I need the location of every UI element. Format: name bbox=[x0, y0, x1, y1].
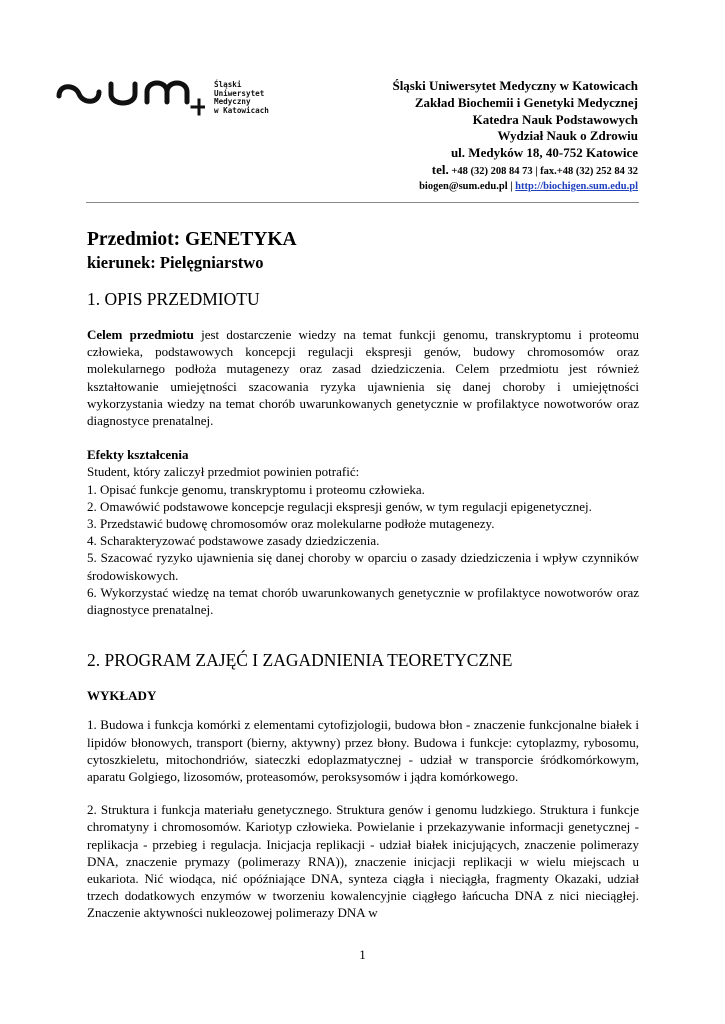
header-chair: Katedra Nauk Podstawowych bbox=[472, 111, 638, 127]
outcome-item: 3. Przedstawić budowę chromosomów oraz molekularne podłoże mutagenezy. bbox=[87, 516, 495, 532]
institution-header bbox=[278, 78, 638, 194]
logo-name-line: Medyczny bbox=[214, 97, 251, 107]
outcome-item: 4. Scharakteryzować podstawowe zasady dziedziczenia. bbox=[87, 533, 380, 549]
logo-name-line: Uniwersytet bbox=[214, 88, 265, 98]
logo-name-line: Śląski bbox=[214, 80, 242, 89]
outcomes-intro: Student, który zaliczył przedmiot powinien potrafić: bbox=[87, 464, 360, 480]
lecture-1-paragraph: 1. Budowa i funkcja komórki z elementami cytofizjologii, budowa błon - znaczenie funkcjonalne białek i lipidów błonowych, transport (bierny, aktywny) przez błony. Budowa i funkcje: cytoplazmy, rybosomu, cytoszkieletu, mitochondriów, siateczki edoplazmatycznej - udział w transporcie śródkomórkowym, aparatu Golgiego, lizosomów, proteasomów, peroksysomów i jądra komórkowego. bbox=[87, 717, 639, 785]
outcome-item: 2. Omawówić podstawowe koncepcje regulacji ekspresji genów, w tym regulacji epigenetycznej. bbox=[87, 498, 592, 514]
header-department: Zakład Biochemii i Genetyki Medycznej bbox=[414, 94, 638, 110]
website-link[interactable]: http://biochigen.sum.edu.pl bbox=[515, 180, 638, 192]
sum-logo bbox=[55, 74, 205, 121]
course-goal-text: jest dostarczenie wiedzy na temat funkcji genomu, transkryptomu i proteomu człowieka, podstawowych koncepcji regulacji ekspresji genów, budowy chromosomów oraz molekularnego podłoża mutagenezy oraz zasad dziedziczenia. Celem przedmiotu jest również kształtowanie umiejętności szacowania ryzyka ujawnienia się danej choroby i umiejętności wykorzystania wiedzy na temat chorób uwarunkowanych genetycznie w profilaktyce nowotworów oraz diagnostyce prenatalnej. bbox=[87, 327, 640, 429]
page-number: 1 bbox=[359, 947, 366, 962]
header-address: ul. Medyków 18, 40-752 Katowice bbox=[450, 145, 638, 161]
outcomes-heading: Efekty kształcenia bbox=[87, 447, 189, 463]
contact-separator: | bbox=[510, 180, 513, 192]
header-phone-line bbox=[278, 162, 638, 180]
header-faculty: Wydział Nauk o Zdrowiu bbox=[497, 128, 638, 144]
header-university: Śląski Uniwersytet Medyczny w Katowicach bbox=[392, 78, 638, 93]
tel-numbers: +48 (32) 208 84 73 | fax.+48 (32) 252 84 32 bbox=[451, 165, 638, 177]
outcome-item: 1. Opisać funkcje genomu, transkryptomu i proteomu człowieka. bbox=[87, 481, 425, 497]
course-goal-paragraph bbox=[87, 326, 639, 429]
header-contact-line bbox=[278, 180, 638, 194]
section-2-heading: 2. PROGRAM ZAJĘĆ I ZAGADNIENIA TEORETYCZNE bbox=[87, 650, 513, 671]
outcome-item: 6. Wykorzystać wiedzę na temat chorób uwarunkowanych genetycznie w profilaktyce nowotworów oraz diagnostyce prenatalnej. bbox=[87, 584, 639, 618]
sum-logo-mark bbox=[55, 74, 205, 116]
logo-name-line: w Katowicach bbox=[214, 105, 269, 115]
lectures-heading: WYKŁADY bbox=[87, 688, 157, 704]
course-goal-lead: Celem przedmiotu bbox=[87, 327, 194, 342]
logo-university-name bbox=[214, 81, 269, 115]
tel-label: tel. bbox=[431, 161, 449, 177]
lecture-2-paragraph: 2. Struktura i funkcja materiału genetycznego. Struktura genów i genomu ludzkiego. Struktura i funkcje chromatyny i chromosomów. Kariotyp człowieka. Powielanie i przekazywanie informacji genetycznej - replikacja - przebieg i regulacja. Inicjacja replikacji - udział białek inicjujących, znaczenie polimerazy DNA, znaczenie prymazy (polimerazy RNA)), znaczenie inicjacji replikacji w wielu miejscach u eukariota. Nić wiodąca, nić opóźniające DNA, synteza ciągła i nieciągła, fragmenty Okazaki, udział trzech dodatkowych enzymów w tworzeniu kowalencyjnie ciągłego łańcucha DNA z nici nieciągłej. Znaczenie aktywności nukleozowej polimerazy DNA w bbox=[87, 802, 639, 921]
email-text: biogen@sum.edu.pl bbox=[419, 180, 508, 192]
section-1-heading: 1. OPIS PRZEDMIOTU bbox=[87, 289, 260, 309]
outcome-item: 5. Szacować ryzyko ujawnienia się danej choroby w oparciu o zasady dziedziczenia i wpływ czynników środowiskowych. bbox=[87, 550, 639, 583]
document-body bbox=[87, 228, 639, 922]
learning-outcomes bbox=[87, 446, 639, 618]
header-divider bbox=[86, 202, 639, 203]
study-direction: kierunek: Pielęgniarstwo bbox=[87, 253, 264, 272]
subject-title: Przedmiot: GENETYKA bbox=[87, 229, 297, 250]
